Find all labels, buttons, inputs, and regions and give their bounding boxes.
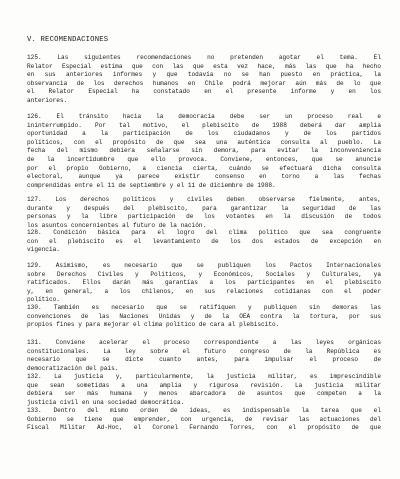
text-line: Fiscal Militar Ad-Hoc, el Coronel Fernando Torres, con el propósito de que: [27, 424, 381, 432]
text-line: políticos, con el propósito de que sea una auténtica consulta al pueblo. La: [27, 138, 381, 146]
text-line: oportunidad a la participación de los ciudadanos y de los partidos: [27, 130, 381, 138]
text-line: vigencia.: [27, 246, 60, 254]
text-line: y, en general, a los chilenos, en sus relaciones cotidianas con el poder: [27, 287, 381, 295]
text-line: 130. También es necesario que se ratifiquen y publiquen sin demoras las: [27, 304, 381, 311]
paragraph-133: [27, 407, 381, 433]
text-line: 133. Dentro del mismo orden de ideas, es indispensable la tarea que el: [27, 407, 381, 414]
text-line: propios fines y para mejorar el clima político de cara al plebiscito.: [27, 321, 280, 329]
paragraph-126: [27, 113, 381, 190]
text-line: 126. El tránsito hacia la democracia debe ser un proceso real e: [27, 113, 381, 120]
text-line: sobre Derechos Civiles y Políticos, y Económicos, Sociales y Culturales, ya: [27, 270, 381, 278]
text-line: por el propio Gobierno, a ciencia cierta, cuándo se efectuará dicha consulta: [27, 164, 381, 172]
paragraph-125: [27, 54, 381, 106]
text-line: debiera ser más humana y menos abarcadora de asuntos que competen a la: [27, 390, 381, 398]
paragraph-128: [27, 229, 381, 255]
paragraph-132: [27, 373, 381, 407]
text-line: observancia de los derechos humanos en Chile podrá mejorar aún más de lo que: [27, 79, 381, 87]
text-line: necesario que se dicte cuanto antes, para impulsar el proceso de: [27, 356, 381, 364]
text-line: democratización del país.: [27, 364, 119, 372]
text-line: ratificados. Ellos darán más garantías a los participantes en el plebiscito: [27, 279, 381, 287]
paragraph-129: [27, 262, 381, 305]
text-line: Relator Especial estima que con las que esta vez hace, más las que ha hecho: [27, 62, 381, 70]
text-line: durante y después del plebiscito, para garantizar la seguridad de las: [27, 204, 381, 212]
text-line: los asuntos concernientes al futuro de la nación.: [27, 221, 207, 229]
section-heading: V. RECOMENDACIONES: [27, 36, 109, 44]
text-line: 127. Los derechos políticos y civiles deben observarse fielmente, antes,: [27, 196, 381, 203]
text-line: fecha del mismo debiera señalarse sin demora, para evitar la inconveniencia: [27, 147, 381, 155]
text-line: 125. Las siguientes recomendaciones no pretenden agotar el tema. El: [27, 54, 381, 61]
text-line: personas y la libre participación de los votantes en la discusión de todos: [27, 213, 381, 221]
text-line: político.: [27, 296, 60, 304]
text-line: el Relator Especial ha constatado en el presente informe y en los: [27, 88, 381, 96]
text-line: con el plebiscito es el levantamiento de los dos estados de excepción en: [27, 237, 381, 245]
text-line: que sean sometidas a una amplia y rigurosa revisión. La justicia militar: [27, 381, 381, 389]
text-line: ininterrumpido. Por tal motivo, el plebiscito de 1988 deberá dar amplia: [27, 121, 381, 129]
text-line: 129. Asimismo, es necesario que se publiquen los Pactos Internacionales: [27, 262, 381, 269]
text-line: convenciones de las Naciones Unidas y de la OEA contra la tortura, por sus: [27, 312, 381, 320]
text-line: de la incertidumbre que ello provoca. Conviene, entonces, que se anuncie: [27, 155, 381, 163]
text-line: constitucionales. La ley sobre el futuro congreso de la República es: [27, 347, 381, 355]
paragraph-127: [27, 196, 381, 230]
text-line: 128. Condición básica para el logro del clima político que sea congruente: [27, 229, 381, 236]
text-line: electoral, aunque ya parece existir consenso en torno a las fechas: [27, 173, 381, 181]
text-line: Gobierno se tiene que emprender, con urgencia, de revisar las actuaciones del: [27, 415, 381, 423]
text-line: justicia civil en una sociedad democrática.: [27, 398, 185, 406]
text-line: 132. La justicia y, particularmente, la justicia militar, es imprescindible: [27, 373, 381, 380]
text-line: anteriores.: [27, 96, 68, 104]
paragraph-131: [27, 339, 381, 373]
text-line: 131. Conviene acelerar el proceso correspondiente a las leyes orgánicas: [27, 339, 381, 346]
text-line: en sus anteriores informes y que todavía no se han puesto en práctica, la: [27, 71, 381, 79]
text-line: comprendidas entre el 11 de septiembre y el 11 de diciembre de 1988.: [27, 181, 276, 189]
paragraph-130: [27, 304, 381, 330]
